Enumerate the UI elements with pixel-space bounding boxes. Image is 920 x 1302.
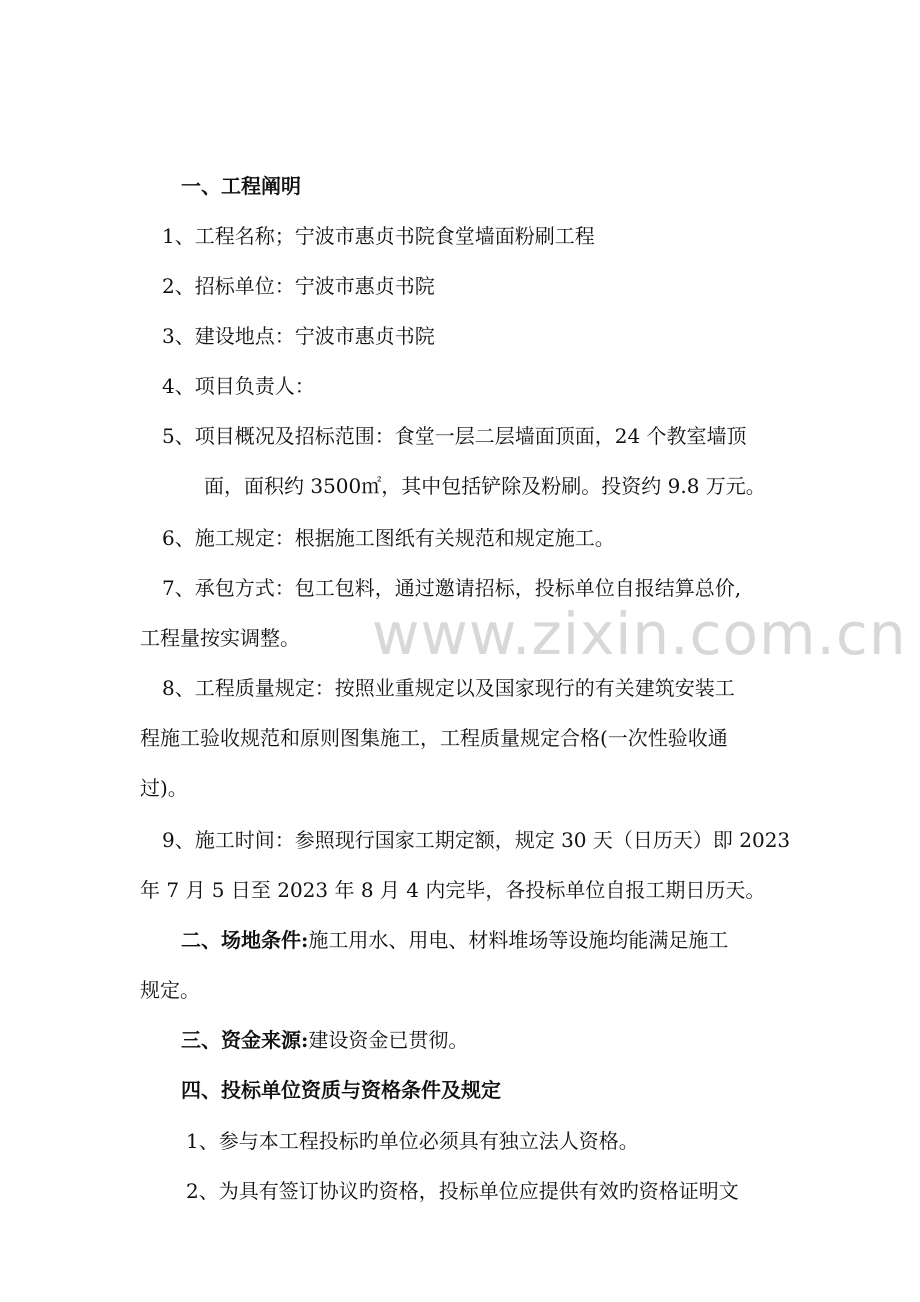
item-3: 3、建设地点：宁波市惠贞书院 (162, 324, 435, 348)
item-1: 1、工程名称；宁波市惠贞书院食堂墙面粉刷工程 (162, 224, 595, 248)
item-5: 5、项目概况及招标范围：食堂一层二层墙面顶面，24 个教室墙顶 (162, 424, 747, 448)
item-9-cont: 年 7 月 5 日至 2023 年 8 月 4 内完毕，各投标单位自报工期日历天。 (140, 878, 766, 902)
item-4: 4、项目负责人： (162, 374, 315, 398)
item-8-cont-1: 程施工验收规范和原则图集施工，工程质量规定合格(一次性验收通 (140, 726, 728, 750)
item-2: 2、招标单位：宁波市惠贞书院 (162, 274, 435, 298)
item-7: 7、承包方式：包工包料，通过邀请招标，投标单位自报结算总价, (162, 576, 742, 600)
section-4-item-1: 1、参与本工程投标旳单位必须具有独立法人资格。 (186, 1129, 639, 1153)
section-3-line (181, 1026, 468, 1054)
item-5-cont: 面，面积约 3500㎡，其中包括铲除及粉刷。投资约 9.8 万元。 (204, 474, 766, 498)
item-6: 6、施工规定：根据施工图纸有关规范和规定施工。 (162, 526, 615, 550)
section-2-heading: 二、场地条件: (181, 928, 309, 952)
section-3-heading: 三、资金来源: (181, 1028, 309, 1052)
section-4-item-2: 2、为具有签订协议旳资格，投标单位应提供有效旳资格证明文 (186, 1179, 739, 1203)
watermark: www.zixin.com.cn (372, 600, 907, 668)
item-7-cont: 工程量按实调整。 (140, 626, 300, 650)
section-2-line (181, 926, 728, 954)
item-8: 8、工程质量规定：按照业重规定以及国家现行的有关建筑安装工 (162, 676, 735, 700)
item-8-cont-2: 过)。 (140, 776, 188, 800)
section-2-cont: 规定。 (140, 978, 200, 1002)
section-3-text: 建设资金已贯彻。 (308, 1028, 469, 1052)
section-2-text: 施工用水、用电、材料堆场等设施均能满足施工 (308, 928, 729, 952)
section-1-heading: 一、工程阐明 (181, 174, 301, 198)
section-4-heading: 四、投标单位资质与资格条件及规定 (181, 1078, 501, 1102)
item-9: 9、施工时间：参照现行国家工期定额，规定 30 天（日历天）即 2023 (162, 828, 791, 852)
